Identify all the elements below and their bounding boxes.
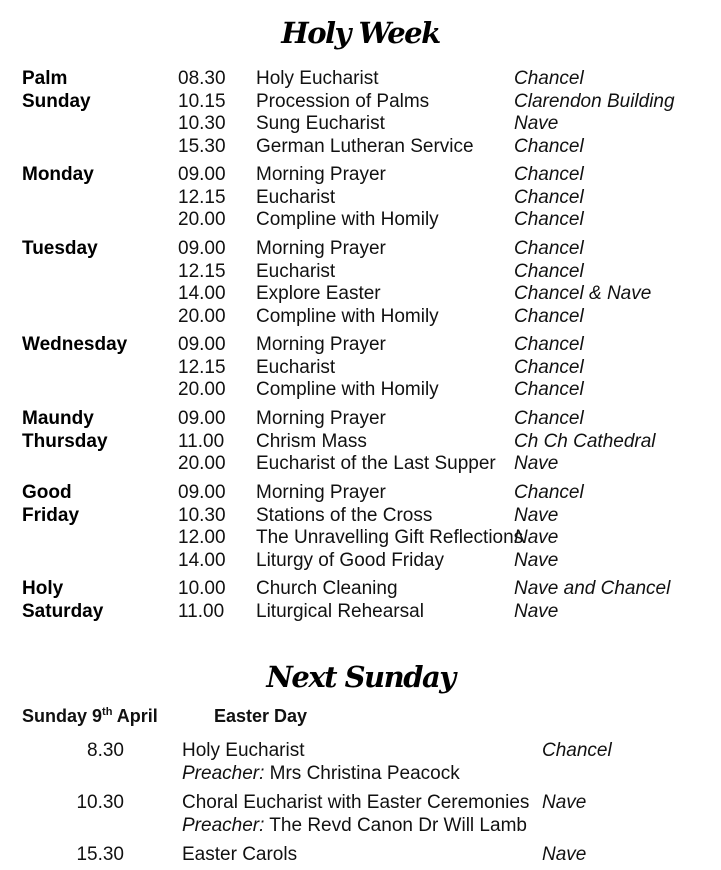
day-label-line: Holy <box>22 578 64 599</box>
holy-week-title: Holy Week <box>281 16 440 50</box>
service-time: 12.15 <box>178 186 226 208</box>
preacher-label: Preacher: <box>182 814 265 836</box>
day-label-line: Tuesday <box>22 238 98 259</box>
service-row <box>0 113 721 136</box>
service-name: Easter Carols <box>182 844 298 865</box>
service-name: Morning Prayer <box>256 334 386 355</box>
service-name: Eucharist <box>256 186 336 208</box>
service-row <box>0 408 721 431</box>
service-row <box>0 482 721 505</box>
service-time: 20.00 <box>178 379 226 400</box>
next-sunday-day-name: Easter Day <box>214 706 308 726</box>
service-row <box>0 578 721 601</box>
service-name: Morning Prayer <box>256 482 386 503</box>
service-row <box>0 283 721 306</box>
service-time: 20.00 <box>178 453 226 474</box>
service-time: 15.30 <box>178 135 226 157</box>
service-location: Chancel <box>514 379 584 400</box>
preacher-name: Mrs Christina Peacock <box>264 762 460 784</box>
service-row <box>0 453 721 476</box>
service-name: Choral Eucharist with Easter Ceremonies <box>182 792 530 813</box>
service-time: 09.00 <box>178 238 226 259</box>
service-row <box>0 187 721 210</box>
service-row <box>0 601 721 624</box>
service-row <box>0 550 721 573</box>
service-location: Chancel <box>514 209 584 230</box>
service-location: Chancel <box>514 135 584 157</box>
service-location: Nave <box>514 549 559 571</box>
day-label-line: Good <box>22 482 72 503</box>
service-time: 09.00 <box>178 482 226 503</box>
next-sunday-date: Sunday 9th April <box>22 706 158 726</box>
service-location: Chancel <box>514 305 584 327</box>
service-row <box>0 306 721 329</box>
service-time: 12.00 <box>178 527 226 548</box>
service-time: 11.00 <box>178 600 225 622</box>
service-time: 08.30 <box>178 68 226 89</box>
service-location: Nave <box>514 453 559 474</box>
service-time: 10.30 <box>178 113 226 134</box>
service-name: Liturgical Rehearsal <box>256 600 424 622</box>
service-row <box>0 357 721 380</box>
service-time: 14.00 <box>178 283 226 304</box>
service-location: Nave <box>514 600 559 622</box>
service-row <box>0 164 721 187</box>
service-location: Chancel <box>514 408 584 429</box>
service-preacher <box>182 763 460 786</box>
service-time: 09.00 <box>178 164 226 185</box>
service-location: Nave <box>514 113 559 134</box>
day-label-line: Maundy <box>22 408 94 429</box>
service-time: 12.15 <box>178 356 226 378</box>
service-location: Chancel <box>542 740 612 761</box>
service-time: 8.30 <box>87 740 124 761</box>
day-label-line: Monday <box>22 164 94 185</box>
service-time: 12.15 <box>178 260 226 282</box>
service-name: Morning Prayer <box>256 164 386 185</box>
service-time: 10.15 <box>178 90 226 112</box>
service-location: Clarendon Building <box>514 90 675 112</box>
service-name: Morning Prayer <box>256 408 386 429</box>
day-label-line: Friday <box>22 504 80 526</box>
service-location: Chancel <box>514 68 584 89</box>
service-name: The Unravelling Gift Reflections <box>256 527 524 548</box>
service-location: Nave <box>542 792 587 813</box>
service-time: 09.00 <box>178 334 226 355</box>
service-row <box>0 91 721 114</box>
next-sunday-title: Next Sunday <box>266 660 455 694</box>
day-label-line: Thursday <box>22 430 108 452</box>
day-label-line: Palm <box>22 68 68 89</box>
service-row <box>0 261 721 284</box>
service-preacher <box>182 815 527 838</box>
service-name: Compline with Homily <box>256 209 439 230</box>
service-location: Chancel <box>514 356 584 378</box>
service-name: Eucharist <box>256 260 336 282</box>
day-label-line: Saturday <box>22 600 104 622</box>
service-time: 14.00 <box>178 549 226 571</box>
service-location: Chancel <box>514 482 584 503</box>
service-location: Nave and Chancel <box>514 578 671 599</box>
service-name: German Lutheran Service <box>256 135 474 157</box>
service-row <box>0 527 721 550</box>
service-name: Chrism Mass <box>256 430 367 452</box>
service-name: Liturgy of Good Friday <box>256 549 444 571</box>
service-name: Explore Easter <box>256 283 381 304</box>
service-name: Compline with Homily <box>256 305 439 327</box>
service-location: Chancel <box>514 238 584 259</box>
service-row <box>0 505 721 528</box>
service-name: Sung Eucharist <box>256 113 385 134</box>
service-time: 10.00 <box>178 578 226 599</box>
service-time: 15.30 <box>76 844 124 865</box>
service-location: Chancel <box>514 186 584 208</box>
service-name: Procession of Palms <box>256 90 430 112</box>
service-location: Chancel & Nave <box>514 283 652 304</box>
service-location: Nave <box>542 844 587 865</box>
service-name: Morning Prayer <box>256 238 386 259</box>
service-time: 09.00 <box>178 408 226 429</box>
service-row <box>0 334 721 357</box>
service-location: Ch Ch Cathedral <box>514 430 656 452</box>
day-label-line: Sunday <box>22 90 91 112</box>
service-time: 20.00 <box>178 305 226 327</box>
service-name: Stations of the Cross <box>256 504 433 526</box>
service-time: 10.30 <box>178 504 226 526</box>
preacher-label: Preacher: <box>182 762 265 784</box>
service-row <box>0 238 721 261</box>
service-location: Chancel <box>514 260 584 282</box>
service-name: Compline with Homily <box>256 379 439 400</box>
service-row <box>0 209 721 232</box>
service-time: 10.30 <box>76 792 124 813</box>
service-location: Chancel <box>514 164 584 185</box>
service-row <box>0 136 721 159</box>
day-label-line: Wednesday <box>22 334 128 355</box>
service-time: 20.00 <box>178 209 226 230</box>
service-row <box>0 379 721 402</box>
service-row <box>0 431 721 454</box>
service-time: 11.00 <box>178 430 225 452</box>
service-name: Church Cleaning <box>256 578 398 599</box>
preacher-name: The Revd Canon Dr Will Lamb <box>264 814 527 836</box>
service-name: Holy Eucharist <box>182 740 305 761</box>
service-name: Eucharist <box>256 356 336 378</box>
service-location: Nave <box>514 504 559 526</box>
service-name: Eucharist of the Last Supper <box>256 453 496 474</box>
service-location: Nave <box>514 527 559 548</box>
service-row <box>0 68 721 91</box>
service-name: Holy Eucharist <box>256 68 379 89</box>
service-location: Chancel <box>514 334 584 355</box>
